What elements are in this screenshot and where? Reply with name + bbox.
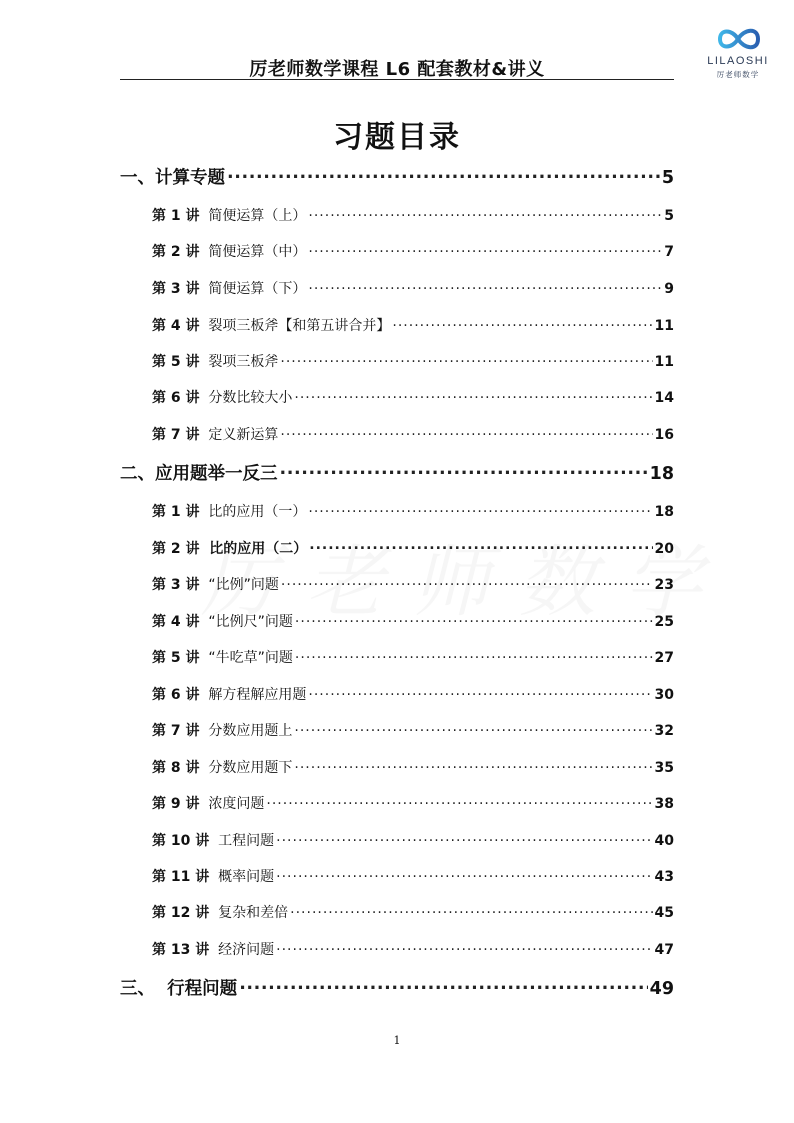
toc-section-label: 一、计算专题 [120, 168, 225, 188]
toc-entry-number: 第 1 讲 [152, 208, 200, 224]
toc-entry-row[interactable] [120, 720, 674, 740]
toc-entry-title: 解方程解应用题 [208, 687, 307, 703]
dot-leader [280, 352, 652, 366]
toc-entry-number: 第 5 讲 [152, 354, 200, 370]
toc-entry-row[interactable] [120, 538, 674, 558]
toc-entry-number: 第 7 讲 [152, 723, 200, 739]
toc-entry-row[interactable] [120, 830, 674, 850]
dot-leader [308, 206, 662, 220]
toc-page-number: 30 [654, 687, 674, 703]
dot-leader [294, 388, 652, 402]
dot-leader [227, 166, 660, 184]
toc-entry-number: 第 3 讲 [152, 577, 200, 593]
toc-entry-row[interactable] [120, 387, 674, 407]
toc-entry-number: 第 4 讲 [152, 318, 200, 334]
dot-leader [295, 648, 653, 662]
toc-entry-title: 比的应用（二） [209, 541, 308, 557]
toc-page-number: 20 [654, 541, 674, 557]
toc-entry-title: 复杂和差倍 [218, 905, 289, 921]
toc-entry-row[interactable] [120, 757, 674, 777]
dot-leader [280, 462, 648, 480]
footer-page-number: 1 [393, 1034, 401, 1047]
toc-page-number: 18 [654, 504, 674, 520]
toc-entry-title: 分数应用题上 [208, 723, 293, 739]
toc-entry-title: “比例尺”问题 [208, 614, 293, 630]
toc-entry-row[interactable] [120, 866, 674, 886]
toc-entry-row[interactable] [120, 647, 674, 667]
toc-entry-number: 第 7 讲 [152, 427, 200, 443]
toc-entry-row[interactable] [120, 939, 674, 959]
toc-entry-row[interactable] [120, 278, 674, 298]
toc-entry-title: 简便运算（上） [208, 208, 307, 224]
dot-leader [239, 977, 647, 995]
toc-entry-title: 简便运算（下） [208, 281, 307, 297]
toc-page-number: 27 [654, 650, 674, 666]
toc-page-number: 7 [664, 244, 674, 260]
toc-page-number: 23 [654, 577, 674, 593]
toc-entry-title: 裂项三板斧【和第五讲合并】 [208, 318, 391, 334]
toc-entry-number: 第 4 讲 [152, 614, 200, 630]
logo-wordmark: LILAOSHI [707, 55, 769, 67]
infinity-logo-icon [706, 24, 770, 54]
toc-entry-row[interactable] [120, 205, 674, 225]
toc-entry-title: 比的应用（一） [208, 504, 307, 520]
toc-section-row[interactable] [120, 975, 674, 1000]
toc-entry-title: 定义新运算 [208, 427, 279, 443]
toc-entry-row[interactable] [120, 793, 674, 813]
toc-entry-number: 第 5 讲 [152, 650, 200, 666]
toc-entry-row[interactable] [120, 241, 674, 261]
toc-entry-title: “牛吃草”问题 [208, 650, 293, 666]
toc-page-number: 38 [654, 796, 674, 812]
toc-entry-number: 第 2 讲 [152, 541, 200, 557]
toc-entry-number: 第 13 讲 [152, 942, 210, 958]
toc-entry-number: 第 6 讲 [152, 687, 200, 703]
brand-logo [706, 24, 770, 82]
dot-leader [308, 242, 662, 256]
dot-leader [266, 794, 652, 808]
dot-leader [276, 940, 652, 954]
dot-leader [308, 279, 662, 293]
dot-leader [308, 685, 652, 699]
dot-leader [276, 867, 652, 881]
toc-entry-title: 裂项三板斧 [208, 354, 279, 370]
toc-entry-number: 第 2 讲 [152, 244, 200, 260]
dot-leader [309, 539, 652, 553]
toc-page-number: 43 [654, 869, 674, 885]
toc-entry-title: 工程问题 [218, 833, 275, 849]
toc-entry-row[interactable] [120, 684, 674, 704]
toc-entry-title: 分数应用题下 [208, 760, 293, 776]
toc-entry-number: 第 12 讲 [152, 905, 210, 921]
toc-section-label: 三、 行程问题 [120, 979, 238, 999]
toc-page-number: 5 [664, 208, 674, 224]
toc-entry-title: 分数比较大小 [208, 390, 293, 406]
toc-entry-row[interactable] [120, 902, 674, 922]
toc-entry-title: “比例”问题 [208, 577, 279, 593]
toc-page-number: 5 [661, 168, 674, 188]
document-title: 习题目录 [333, 120, 461, 155]
toc-section-row[interactable] [120, 164, 674, 189]
toc-page-number: 18 [649, 464, 674, 484]
toc-entry-title: 简便运算（中） [208, 244, 307, 260]
toc-page-number: 35 [654, 760, 674, 776]
dot-leader [294, 758, 652, 772]
toc-page-number: 25 [654, 614, 674, 630]
logo-subtitle: 厉老师数学 [716, 70, 760, 79]
toc-section-row[interactable] [120, 460, 674, 485]
toc-entry-number: 第 11 讲 [152, 869, 210, 885]
toc-entry-row[interactable] [120, 501, 674, 521]
toc-entry-number: 第 10 讲 [152, 833, 210, 849]
toc-page-number: 9 [664, 281, 674, 297]
toc-entry-title: 概率问题 [218, 869, 275, 885]
toc-entry-number: 第 9 讲 [152, 796, 200, 812]
page-header-title: 厉老师数学课程 L6 配套教材&讲义 [249, 59, 545, 80]
toc-entry-row[interactable] [120, 574, 674, 594]
dot-leader [295, 612, 653, 626]
toc-page-number: 45 [654, 905, 674, 921]
dot-leader [280, 425, 652, 439]
dot-leader [308, 502, 652, 516]
toc-entry-number: 第 3 讲 [152, 281, 200, 297]
header-rule [120, 79, 674, 80]
toc-entry-title: 经济问题 [218, 942, 275, 958]
toc-page-number: 11 [654, 318, 674, 334]
toc-page-number: 49 [649, 979, 674, 999]
dot-leader [281, 575, 653, 589]
toc-entry-number: 第 6 讲 [152, 390, 200, 406]
dot-leader [290, 903, 652, 917]
toc-entry-row[interactable] [120, 351, 674, 371]
toc-section-label: 二、应用题举一反三 [120, 464, 278, 484]
toc-page-number: 40 [654, 833, 674, 849]
toc-entry-title: 浓度问题 [208, 796, 265, 812]
toc-entry-row[interactable] [120, 611, 674, 631]
dot-leader [392, 316, 652, 330]
toc-page-number: 11 [654, 354, 674, 370]
toc-page-number: 32 [654, 723, 674, 739]
toc-page-number: 14 [654, 390, 674, 406]
dot-leader [276, 831, 652, 845]
dot-leader [294, 721, 652, 735]
toc-entry-row[interactable] [120, 315, 674, 335]
toc-page-number: 16 [654, 427, 674, 443]
toc-entry-number: 第 8 讲 [152, 760, 200, 776]
toc-page-number: 47 [654, 942, 674, 958]
toc-entry-number: 第 1 讲 [152, 504, 200, 520]
toc-entry-row[interactable] [120, 424, 674, 444]
